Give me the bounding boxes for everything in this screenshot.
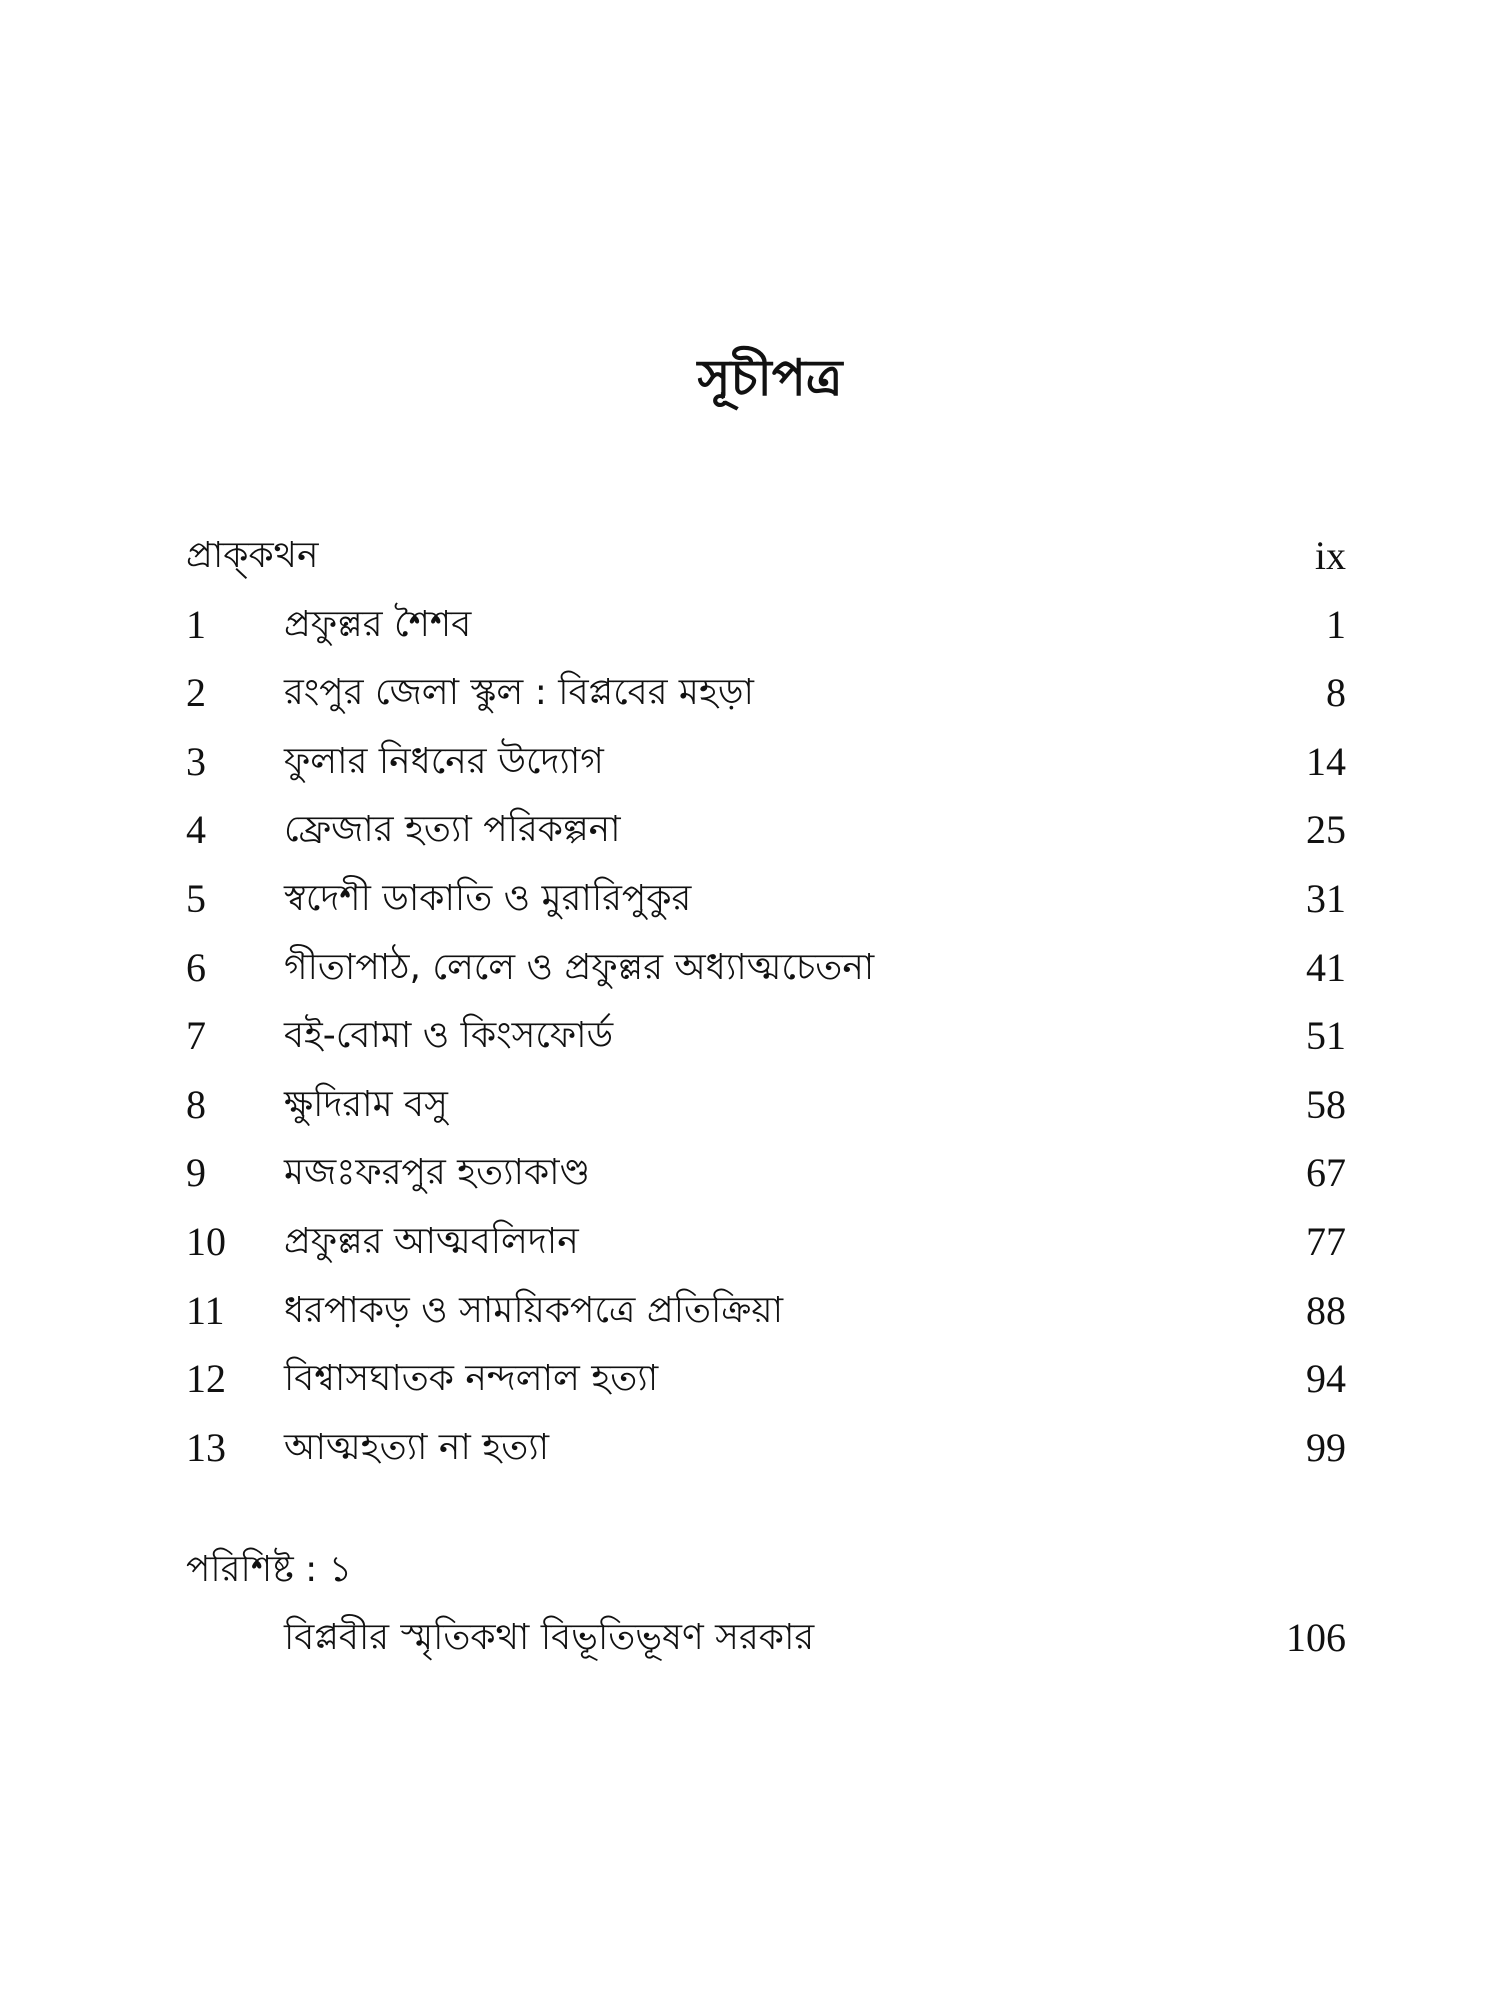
toc-row — [186, 591, 1346, 660]
chapter-page: 77 — [1306, 1218, 1346, 1264]
toc-row — [186, 934, 1346, 1003]
toc-row — [186, 1071, 1346, 1140]
chapter-title: প্রফুল্লর আত্মবলিদান — [284, 1220, 579, 1262]
chapter-title: ফ্রেজার হত্যা পরিকল্পনা — [284, 809, 621, 851]
front-matter-label: প্রাক্‌কথন — [186, 535, 319, 576]
chapter-title: আত্মহত্যা না হত্যা — [284, 1426, 550, 1468]
chapter-title: রংপুর জেলা স্কুল : বিপ্লবের মহড়া — [284, 672, 754, 714]
toc-row — [186, 1414, 1346, 1483]
toc-row — [186, 796, 1346, 865]
chapter-page: 99 — [1306, 1424, 1346, 1470]
appendix-section — [186, 1536, 1346, 1672]
toc-row — [186, 1345, 1346, 1414]
chapter-number: 11 — [186, 1287, 225, 1333]
toc-row — [186, 1139, 1346, 1208]
chapter-number: 10 — [186, 1218, 226, 1264]
chapter-number: 8 — [186, 1081, 206, 1127]
chapter-number: 9 — [186, 1150, 206, 1196]
chapter-title: ধরপাকড় ও সাময়িকপত্রে প্রতিক্রিয়া — [284, 1289, 784, 1331]
chapter-title: বিশ্বাসঘাতক নন্দলাল হত্যা — [284, 1358, 659, 1400]
chapter-title: গীতাপাঠ, লেলে ও প্রফুল্লর অধ্যাত্মচেতনা — [284, 946, 875, 988]
page-title: সূচীপত্র — [697, 349, 843, 407]
chapter-page: 14 — [1306, 738, 1346, 784]
toc-row — [186, 865, 1346, 934]
appendix-row — [186, 1604, 1346, 1672]
chapter-number: 13 — [186, 1424, 226, 1470]
chapter-page: 51 — [1306, 1013, 1346, 1059]
appendix-page: 106 — [1286, 1615, 1346, 1660]
front-matter-page: ix — [1314, 533, 1346, 578]
chapter-number: 12 — [186, 1356, 226, 1402]
chapter-page: 67 — [1306, 1150, 1346, 1196]
chapter-number: 6 — [186, 944, 206, 990]
chapter-page: 88 — [1306, 1287, 1346, 1333]
chapter-page: 94 — [1306, 1356, 1346, 1402]
chapter-title: বই-বোমা ও কিংসফোর্ড — [284, 1015, 614, 1057]
chapter-number: 2 — [186, 670, 206, 716]
toc-row — [186, 1208, 1346, 1277]
chapter-number: 3 — [186, 738, 206, 784]
chapter-page: 25 — [1306, 807, 1346, 853]
toc-row — [186, 728, 1346, 797]
chapter-number: 5 — [186, 875, 206, 921]
chapter-page: 8 — [1326, 670, 1346, 716]
chapter-page: 58 — [1306, 1081, 1346, 1127]
chapter-title: মজঃফরপুর হত্যাকাণ্ড — [284, 1152, 591, 1194]
chapter-title: ক্ষুদিরাম বসু — [284, 1083, 448, 1125]
table-of-contents — [186, 522, 1346, 1482]
appendix-heading: পরিশিষ্ট : ১ — [186, 1549, 353, 1590]
toc-row — [186, 1277, 1346, 1346]
appendix-entry: বিপ্লবীর স্মৃতিকথা বিভূতিভূষণ সরকার — [284, 1617, 815, 1658]
chapter-page: 31 — [1306, 875, 1346, 921]
chapter-page: 1 — [1326, 601, 1346, 647]
chapter-number: 4 — [186, 807, 206, 853]
chapter-page: 41 — [1306, 944, 1346, 990]
chapter-number: 7 — [186, 1013, 206, 1059]
chapter-title: প্রফুল্লর শৈশব — [284, 603, 472, 645]
chapter-number: 1 — [186, 601, 206, 647]
toc-row-front-matter — [186, 522, 1346, 591]
toc-row — [186, 659, 1346, 728]
toc-row — [186, 1002, 1346, 1071]
chapter-title: স্বদেশী ডাকাতি ও মুরারিপুকুর — [284, 877, 692, 919]
chapter-title: ফুলার নিধনের উদ্যোগ — [284, 740, 604, 782]
